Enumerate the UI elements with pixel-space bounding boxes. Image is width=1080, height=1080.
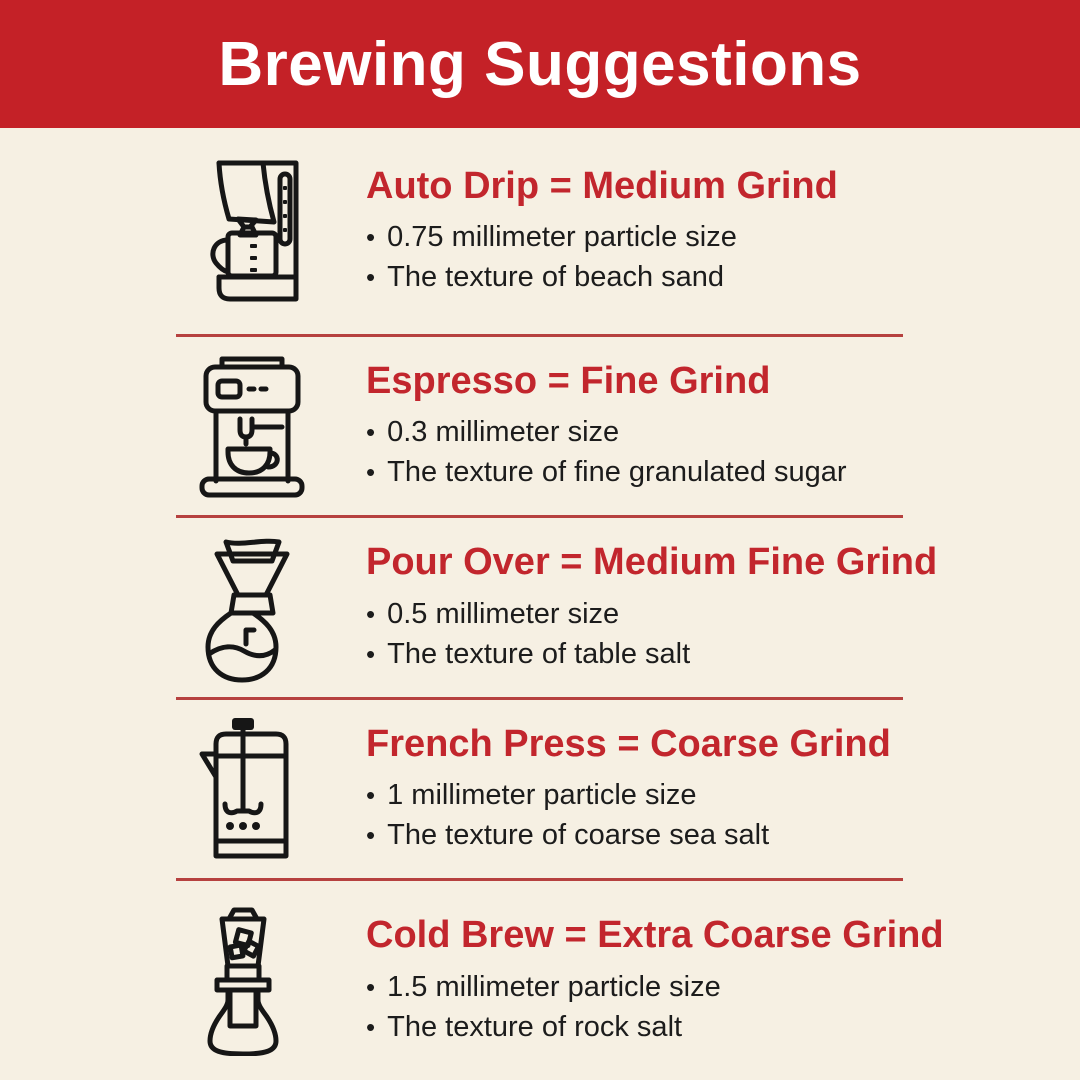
bullet-marker: • bbox=[366, 820, 376, 851]
bullet-text: 0.5 millimeter size bbox=[387, 597, 620, 630]
bullet-marker: • bbox=[366, 417, 376, 448]
bullet-text: The texture of rock salt bbox=[387, 1010, 683, 1043]
bullet-item bbox=[366, 452, 1080, 492]
auto-drip-coffee-maker-icon bbox=[176, 156, 308, 306]
bullet-marker: • bbox=[366, 598, 376, 629]
section-heading: Auto Drip = Medium Grind bbox=[366, 164, 838, 207]
bullet-text: The texture of beach sand bbox=[387, 261, 725, 294]
bullet-item bbox=[366, 967, 1080, 1007]
cold-brew-dripper-icon bbox=[176, 906, 308, 1056]
bullet-marker: • bbox=[366, 971, 376, 1002]
section-text bbox=[366, 723, 1080, 856]
bullet-text: 1 millimeter particle size bbox=[387, 779, 697, 812]
section-heading: Espresso = Fine Grind bbox=[366, 359, 771, 402]
section-cold-brew bbox=[0, 881, 1080, 1080]
bullet-marker: • bbox=[366, 222, 376, 253]
section-text bbox=[366, 360, 1080, 493]
section-heading: Pour Over = Medium Fine Grind bbox=[366, 541, 938, 584]
section-heading: Cold Brew = Extra Coarse Grind bbox=[366, 914, 944, 957]
bullet-text: The texture of table salt bbox=[387, 637, 691, 670]
bullet-item bbox=[366, 815, 1080, 855]
bullet-item bbox=[366, 257, 1080, 297]
pour-over-carafe-icon bbox=[176, 533, 308, 683]
bullet-item bbox=[366, 1007, 1080, 1047]
section-text bbox=[366, 541, 1080, 674]
page-title: Brewing Suggestions bbox=[218, 29, 862, 99]
bullet-text: 0.3 millimeter size bbox=[387, 416, 620, 449]
section-french-press bbox=[0, 700, 1080, 878]
bullet-marker: • bbox=[366, 262, 376, 293]
section-auto-drip bbox=[0, 128, 1080, 334]
bullet-marker: • bbox=[366, 457, 376, 488]
bullet-marker: • bbox=[366, 780, 376, 811]
section-heading: French Press = Coarse Grind bbox=[366, 722, 891, 765]
bullet-marker: • bbox=[366, 638, 376, 669]
bullet-item bbox=[366, 594, 1080, 634]
bullet-item bbox=[366, 634, 1080, 674]
bullet-marker: • bbox=[366, 1011, 376, 1042]
bullet-item bbox=[366, 775, 1080, 815]
espresso-machine-icon bbox=[176, 351, 308, 501]
section-text bbox=[366, 914, 1080, 1047]
section-espresso bbox=[0, 337, 1080, 515]
section-pour-over bbox=[0, 518, 1080, 697]
bullet-item bbox=[366, 412, 1080, 452]
bullet-text: The texture of coarse sea salt bbox=[387, 819, 770, 852]
bullet-text: The texture of fine granulated sugar bbox=[387, 456, 847, 489]
header-banner bbox=[0, 0, 1080, 128]
bullet-item bbox=[366, 217, 1080, 257]
section-text bbox=[366, 165, 1080, 298]
french-press-icon bbox=[176, 714, 308, 864]
bullet-text: 0.75 millimeter particle size bbox=[387, 221, 737, 254]
bullet-text: 1.5 millimeter particle size bbox=[387, 970, 721, 1003]
